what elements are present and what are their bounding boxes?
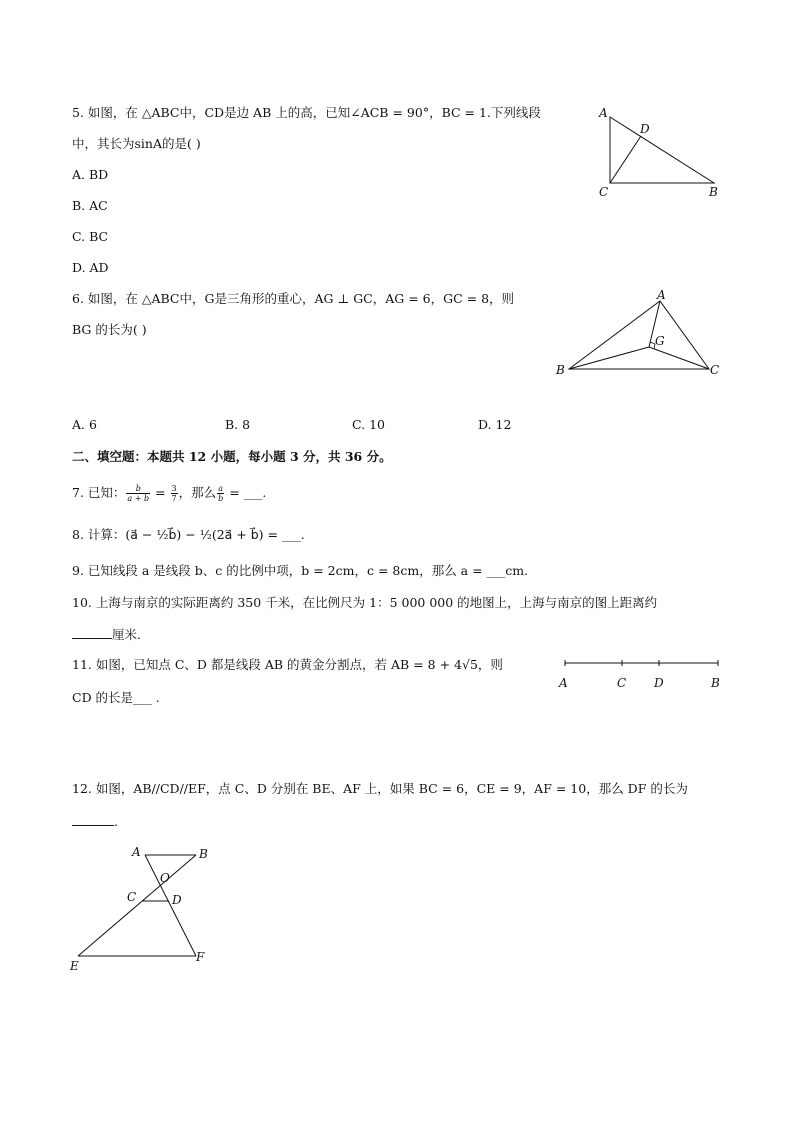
q6-option-b: B. 8 — [225, 417, 251, 432]
q7-fraction-1 — [126, 484, 150, 503]
q8-line: 8. 计算：(a⃗ − ½b⃗) − ½(2a⃗ + b⃗) = ___. — [72, 527, 305, 542]
q11-stem-line2: CD 的长是___ . — [72, 690, 160, 705]
q12-label-c: C — [127, 890, 137, 904]
q5-option-a: A. BD — [72, 167, 109, 182]
q9-line: 9. 已知线段 a 是线段 b、c 的比例中项，b = 2cm，c = 8cm，那么 a = ___cm. — [72, 563, 529, 578]
q6-label-b: B — [556, 363, 565, 377]
q11-label-b: B — [711, 676, 720, 690]
q12-stem-line2 — [72, 813, 118, 830]
q11-label-a: A — [559, 676, 568, 690]
q7-fraction-2 — [171, 484, 178, 503]
section-2-heading: 二、填空题：本题共 12 小题，每小题 3 分，共 36 分。 — [72, 449, 392, 464]
q12-period: . — [114, 814, 118, 829]
q12-label-o: O — [160, 871, 170, 885]
q5-label-b: B — [709, 185, 718, 199]
q12-segment-af — [145, 855, 196, 956]
q7-eq: = — [151, 485, 170, 500]
q12-label-e: E — [70, 959, 79, 973]
q10-stem-line1: 10. 上海与南京的实际距离约 350 千米，在比例尺为 1：5 000 000 的地图上，上海与南京的图上距离约 — [72, 595, 658, 610]
q12-stem-line1: 12. 如图，AB//CD//EF，点 C、D 分别在 BE、AF 上，如果 BC = 6，CE = 9，AF = 10，那么 DF 的长为 — [72, 781, 688, 796]
q7-mid: ，那么 — [178, 485, 217, 500]
q12-answer-blank — [72, 813, 114, 826]
q6-label-g: G — [655, 334, 665, 348]
q5-label-d: D — [640, 122, 650, 136]
q12-label-d: D — [172, 893, 182, 907]
q7-fraction-3 — [217, 484, 224, 503]
q7-frac2-num: 3 — [171, 484, 177, 493]
q5-figure-triangle — [595, 103, 730, 203]
q7-line — [72, 484, 266, 503]
q12-figure-parallel-lines — [68, 840, 218, 975]
q7-frac2-den: 7 — [171, 494, 177, 503]
q12-label-f: F — [196, 950, 205, 964]
q12-label-b: B — [199, 847, 208, 861]
q6-option-c: C. 10 — [352, 417, 385, 432]
q11-label-d: D — [654, 676, 664, 690]
q10-unit: 厘米. — [112, 627, 141, 642]
q5-option-c: C. BC — [72, 229, 109, 244]
q6-option-a: A. 6 — [72, 417, 97, 432]
q11-figure-segment — [555, 655, 727, 693]
q6-stem-line1: 6. 如图，在 △ABC中，G是三角形的重心，AG ⊥ GC，AG = 6，GC = 8，则 — [72, 291, 515, 306]
q6-triangle-abc — [569, 301, 709, 369]
q12-label-a: A — [132, 845, 141, 859]
q5-option-d: D. AD — [72, 260, 109, 275]
q11-label-c: C — [617, 676, 627, 690]
q5-stem-line1: 5. 如图，在 △ABC中，CD是边 AB 上的高，已知∠ACB = 90°，BC = 1.下列线段 — [72, 105, 541, 120]
q6-stem-line2: BG 的长为( ) — [72, 322, 147, 337]
q7-frac3-num: a — [218, 484, 224, 493]
q6-segment-gc — [649, 347, 709, 369]
q5-triangle-abc — [610, 117, 714, 183]
q6-label-c: C — [710, 363, 720, 377]
q5-label-c: C — [599, 185, 609, 199]
q6-option-d: D. 12 — [478, 417, 512, 432]
q6-label-a: A — [657, 288, 666, 302]
q7-frac1-num: b — [126, 484, 150, 494]
q5-stem-line2: 中，其长为sinA的是( ) — [72, 136, 201, 151]
q7-frac3-den: b — [218, 494, 224, 503]
q10-stem-line2 — [72, 626, 141, 643]
q6-segment-bg — [569, 347, 649, 369]
q5-altitude-cd — [610, 136, 641, 183]
q7-prefix: 7. 已知： — [72, 485, 126, 500]
q5-option-b: B. AC — [72, 198, 108, 213]
q10-answer-blank — [72, 626, 112, 639]
q7-suffix: = ___. — [225, 485, 267, 500]
q6-figure-triangle — [552, 286, 727, 381]
q5-label-a: A — [599, 106, 608, 120]
q7-frac1-den: a + b — [127, 494, 150, 503]
q11-stem-line1: 11. 如图，已知点 C、D 都是线段 AB 的黄金分割点，若 AB = 8 + 4√5，则 — [72, 657, 503, 672]
